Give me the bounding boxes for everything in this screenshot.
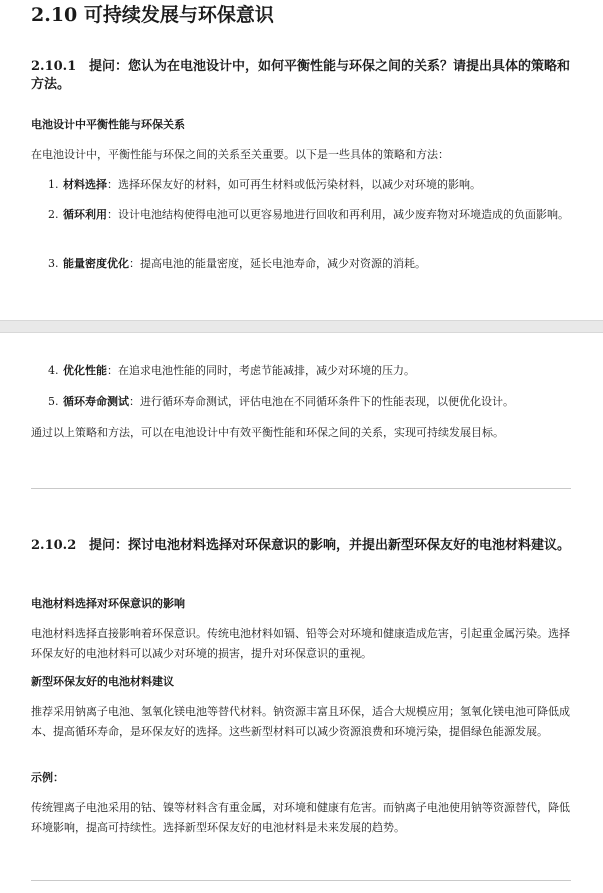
list-item-number: 4. xyxy=(48,364,59,377)
list-item-label: 循环寿命测试 xyxy=(63,395,129,408)
paragraph: 推荐采用钠离子电池、氢氧化镁电池等替代材料。钠资源丰富且环保，适合大规模应用；氢氧化镁电池可降低成本、提高循环寿命，是环保友好的选择。这些新型材料可以减少资源浪费和环境污染，提倡绿色能源发展。 xyxy=(31,705,570,738)
list-item-text: ：设计电池结构使得电池可以更容易地进行回收和再利用，减少废弃物对环境造成的负面影响。 xyxy=(107,208,569,221)
list-item xyxy=(48,205,573,225)
paragraph: 在电池设计中，平衡性能与环保之间的关系至关重要。以下是一些具体的策略和方法： xyxy=(31,148,449,161)
list-item-label: 优化性能 xyxy=(63,364,107,377)
list-item-text: ：提高电池的能量密度，延长电池寿命，减少对资源的消耗。 xyxy=(129,257,426,270)
question-text: 提问：探讨电池材料选择对环保意识的影响，并提出新型环保友好的电池材料建议。 xyxy=(89,538,571,553)
divider xyxy=(31,488,571,489)
list-item xyxy=(48,361,573,381)
list-item-number: 1. xyxy=(48,178,59,191)
list-item-text: ：在追求电池性能的同时，考虑节能减排，减少对环境的压力。 xyxy=(107,364,415,377)
subheading: 电池材料选择对环保意识的影响 xyxy=(31,597,185,610)
list-item-number: 5. xyxy=(48,395,59,408)
section-title: 2.10 可持续发展与环保意识 xyxy=(31,4,274,26)
list-item-label: 能量密度优化 xyxy=(63,257,129,270)
list-item xyxy=(48,254,573,274)
question-number: 2.10.2 xyxy=(31,538,77,553)
subheading: 新型环保友好的电池材料建议 xyxy=(31,675,174,688)
divider xyxy=(31,880,571,881)
question-text: 提问：您认为在电池设计中，如何平衡性能与环保之间的关系？请提出具体的策略和方法。 xyxy=(31,59,571,92)
question-heading-1 xyxy=(31,58,571,94)
list-item xyxy=(48,392,573,412)
list-item-text: ：选择环保友好的材料，如可再生材料或低污染材料，以减少对环境的影响。 xyxy=(107,178,481,191)
list-item xyxy=(48,175,573,195)
subheading: 电池设计中平衡性能与环保关系 xyxy=(31,118,185,131)
question-heading-2 xyxy=(31,537,571,555)
list-item-label: 循环利用 xyxy=(63,208,107,221)
paragraph: 传统锂离子电池采用的钴、镍等材料含有重金属，对环境和健康有危害。而钠离子电池使用钠等资源替代，降低环境影响，提高可持续性。选择新型环保友好的电池材料是未来发展的趋势。 xyxy=(31,801,570,834)
list-item-label: 材料选择 xyxy=(63,178,107,191)
paragraph: 通过以上策略和方法，可以在电池设计中有效平衡性能和环保之间的关系，实现可持续发展目标。 xyxy=(31,426,504,439)
paragraph: 电池材料选择直接影响着环保意识。传统电池材料如镉、铅等会对环境和健康造成危害，引起重金属污染。选择环保友好的电池材料可以减少对环境的损害，提升对环保意识的重视。 xyxy=(31,627,570,660)
page-break xyxy=(0,320,603,333)
list-item-text: ：进行循环寿命测试，评估电池在不同循环条件下的性能表现，以便优化设计。 xyxy=(129,395,514,408)
list-item-number: 3. xyxy=(48,257,59,270)
question-number: 2.10.1 xyxy=(31,59,77,74)
document-page-2 xyxy=(0,333,603,893)
list-item-number: 2. xyxy=(48,208,59,221)
example-label: 示例： xyxy=(31,771,64,784)
document-page-1 xyxy=(0,0,603,320)
